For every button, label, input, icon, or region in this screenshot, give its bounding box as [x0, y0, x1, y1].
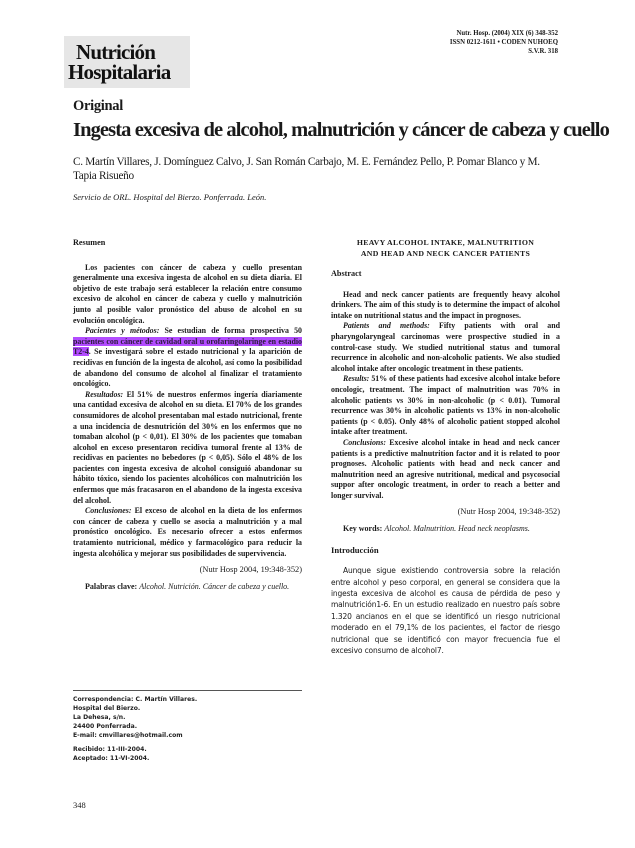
journal-ref-line-2: ISSN 0212-1611 • CODEN NUHOEQ: [449, 39, 558, 46]
corr-line-2: La Dehesa, s/n.: [73, 714, 126, 721]
section-label: Original: [73, 98, 123, 114]
corr-email: E-mail: cmvillares@hotmail.com: [73, 732, 183, 739]
correspondence-block: [73, 690, 302, 763]
abstract-column: [331, 238, 560, 657]
resumen-intro: Los pacientes con cáncer de cabeza y cuello presentan generalmente una excesiva ingesta de alcohol en su dieta diaria. El objetivo de este trabajo será establecer la relación entre consumo excesivo de alcohol en cáncer de cabeza y cuello y malnutrición junto al posible valor pronóstico del abuso de alcohol en su evolución oncológica.: [73, 262, 302, 325]
logo-line-1: Nutrición: [76, 40, 156, 64]
corr-line-1: Hospital del Bierzo.: [73, 705, 141, 712]
english-title-line-1: HEAVY ALCOHOL INTAKE, MALNUTRITION: [356, 238, 535, 247]
abstract-intro: Head and neck cancer patients are frequently heavy alcohol drinkers. The aim of this study is to determine the impact of alcohol intake on nutritional status and the impact in prognoses.: [331, 289, 560, 320]
affiliation: Servicio de ORL. Hospital del Bierzo. Ponferrada. León.: [73, 192, 267, 202]
en-conclusions-label: Conclusions:: [343, 437, 386, 447]
resumen-column: [73, 238, 302, 592]
corr-line-3: 24400 Ponferrada.: [73, 723, 138, 730]
abstract-citation: (Nutr Hosp 2004, 19:348-352): [457, 507, 560, 517]
logo-line-2: Hospitalaria: [68, 60, 171, 84]
abstract-keywords: [331, 524, 560, 535]
resumen-methods: [73, 326, 302, 390]
corr-name: C. Martín Villares.: [135, 696, 198, 703]
conclusions-text: El exceso de alcohol en la dieta de los enfermos con cáncer de cabeza y cuello se asocia a malnutrición y a mal pronóstico oncológico. Es necesario ofrecer a estos enfermos tratamiento nutricional, médico y farmacológico para reducir la ingesta alcohólica y mejorar sus posibilidades de supervivencia.: [73, 506, 302, 558]
english-title-line-2: AND HEAD AND NECK CANCER PATIENTS: [360, 248, 531, 258]
intro-body: [331, 565, 560, 656]
resumen-keywords: [73, 582, 302, 593]
authors: C. Martín Villares, J. Domínguez Calvo, J. San Román Carbajo, M. E. Fernández Pello, P. Pomar Blanco y M. Tapia Risueño: [73, 156, 540, 182]
resumen-results: [73, 390, 302, 507]
en-methods-label: Patients and methods:: [343, 321, 430, 331]
received-date: Recibido: 11-III-2004.: [73, 746, 147, 753]
keywords-label: Palabras clave:: [85, 581, 138, 591]
en-conclusions-text: Excesive alcohol intake in head and neck cancer patients is a predictive malnutrition factor and it is related to poor prognoses. Alcoholic patients with head and neck cancer and malnutrition need an agresive nutritional, medical and psycosocial suppor after oncologic treatment, in order to reach a better and longer survival.: [331, 437, 560, 500]
article-title: Ingesta excesiva de alcohol, malnutrición y cáncer de cabeza y cuello: [73, 119, 609, 141]
abstract-results: [331, 374, 560, 438]
en-keywords-text: Alcohol. Malnutrition. Head neck neoplasms.: [384, 524, 530, 534]
methods-text-b: . Se investigará sobre el estado nutricional y la aparición de recidivas en función de la ingesta de alcohol, así como la posibilidad de abandono del consumo de alcohol al finalizar el tratamiento oncológico.: [73, 347, 302, 389]
en-methods-text: Fifty patients with oral and pharyngolaryngeal carcinomas were prospective studied in a control-case study. We studied nutritional status and tumoral recurrence in alcoholic and non-alcoholic patients. We also studied alcohol intake after oncologic treatment in these patients.: [331, 321, 560, 373]
abstract-methods: [331, 321, 560, 374]
methods-text-a: Se estudian de forma prospectiva 50: [164, 326, 302, 336]
resumen-heading: Resumen: [73, 238, 106, 247]
intro-heading: Introducción: [331, 544, 379, 555]
results-label: Resultados:: [85, 389, 124, 399]
results-text: El 51% de nuestros enfermos ingería diariamente una cantidad excesiva de alcohol en su dieta. El 70% de los grandes consumidores de alcohol presentaban mal estado nutricional, frente a una incidencia de desnutrición del 30% en los enfermos que no tomaban alcohol (p < 0,01). El 30% de los pacientes que tomaban alcohol en exceso presentaron recidiva tumoral frente al 13% de recidivas en pacientes no bebedores (p < 0,05). Sólo el 48% de los pacientes con ingesta excesiva de alcohol consiguió abandonar su hábito tóxico, siendo los pacientes alcohólicos con malnutrición los enfermos que más fracasaron en el abandono de la ingesta excesiva del alcohol.: [73, 389, 302, 505]
page-number: 348: [73, 800, 86, 810]
abstract-heading: Abstract: [331, 269, 362, 278]
journal-ref-line-3: S.V.R. 318: [528, 48, 558, 55]
resumen-conclusions: [73, 506, 302, 559]
journal-reference: [450, 29, 558, 56]
abstract-conclusions: [331, 438, 560, 502]
corr-first-line: [73, 695, 302, 704]
conclusions-label: Conclusiones:: [85, 506, 132, 516]
journal-ref-line-1: Nutr. Hosp. (2004) XIX (6) 348-352: [456, 30, 558, 37]
intro-paragraph: Aunque sigue existiendo controversia sobre la relación entre alcohol y peso corporal, en general se considera que la ingesta excesiva de alcohol es causa de pérdida de peso y malnutrición1-6. En un estudio realizado en nuestro país sobre 1.320 ancianos en el que se identificó un riesgo nutricional moderado en el 79,1% de los pacientes, el factor de riesgo nutricional que se identificó con mayor frecuencia fue el excesivo consumo de alcohol7.: [331, 566, 560, 656]
keywords-text: Alcohol. Nutrición. Cáncer de cabeza y cuello.: [139, 581, 290, 591]
methods-label: Pacientes y métodos:: [85, 326, 160, 336]
journal-logo: [64, 36, 190, 88]
corr-label: Correspondencia:: [73, 696, 134, 703]
accepted-date: Aceptado: 11-VI-2004.: [73, 755, 150, 762]
en-results-label: Results:: [343, 374, 370, 384]
resumen-citation: (Nutr Hosp 2004, 19:348-352): [199, 565, 302, 575]
highlighted-text[interactable]: pacientes con cáncer de cavidad oral u orofaringolaringe en estadio T2-4: [73, 336, 302, 357]
en-keywords-label: Key words:: [343, 524, 383, 534]
en-results-text: 51% of these patients had excesive alcohol intake before oncologic, treatment. The impact of malnutrition was 70% in alcoholic patients vs 30% in non-alcoholic (p < 0.01). Tumoral recurrence was 30% in alcoholic patients vs 13% in non-alcoholic patients (p < 0.05). Only 48% of alcoholic patient stopped alcohol intake after treatment.: [331, 374, 560, 437]
